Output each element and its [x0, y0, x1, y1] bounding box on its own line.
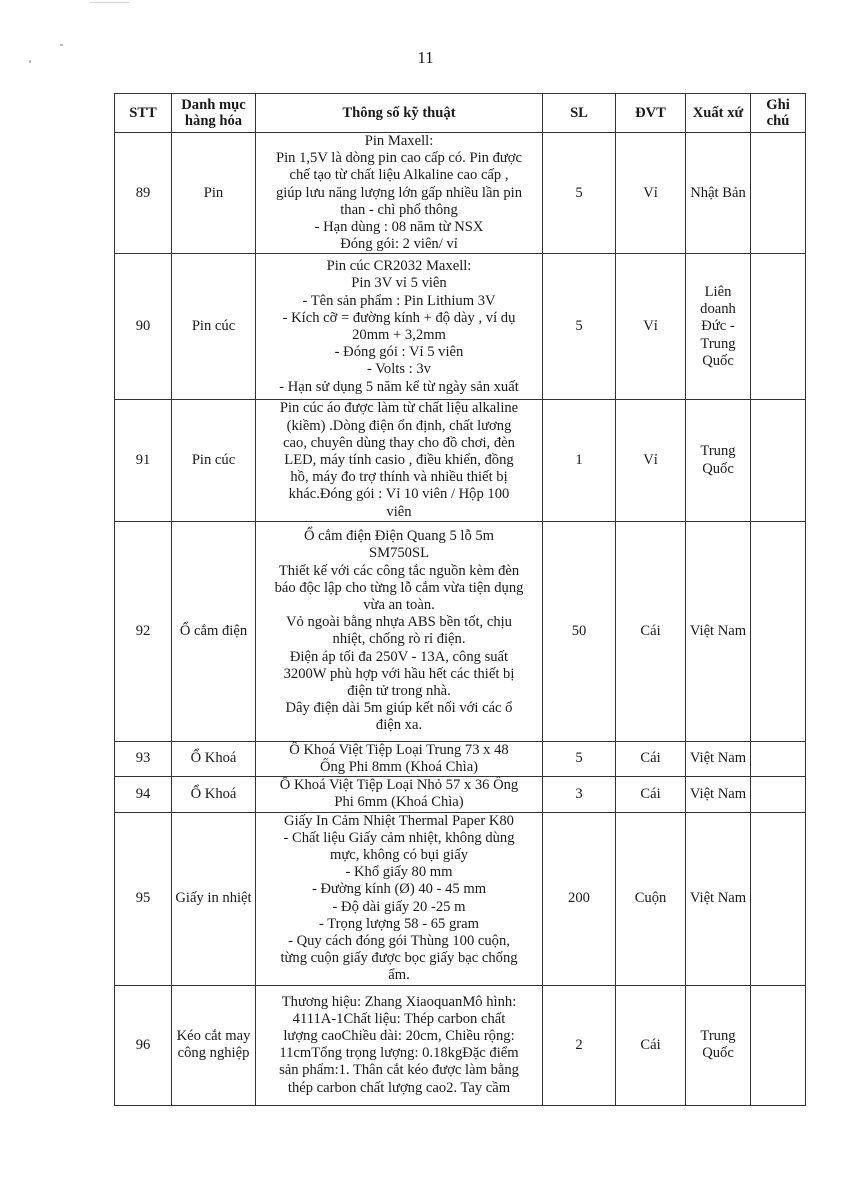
cell-unit: Cuộn: [616, 812, 686, 985]
cell-category: Ổ Khoá: [172, 741, 256, 776]
table-row: [115, 521, 806, 741]
spec-line: - Kích cỡ = đường kính + độ dày , ví dụ: [282, 309, 516, 326]
spec-line: Phi 6mm (Khoá Chìa): [334, 794, 464, 811]
cell-qty: 200: [543, 812, 616, 985]
spec-line: 3200W phù hợp với hầu hết các thiết bị: [283, 665, 515, 682]
cell-unit: Vỉ: [616, 254, 686, 400]
cell-origin: Việt Nam: [686, 741, 751, 776]
spec-line: Điện áp tối đa 250V - 13A, công suất: [289, 648, 509, 665]
spec-line: LED, máy tính casio , điều khiển, đồng: [284, 452, 514, 469]
spec-line: - Tên sản phẩm : Pin Lithium 3V: [302, 292, 496, 309]
cell-specs: [256, 741, 543, 776]
spec-line: Ổ cắm điện Điện Quang 5 lỗ 5m: [303, 528, 495, 545]
spec-line: ẩm.: [388, 967, 410, 984]
cell-notes: [751, 254, 806, 400]
cell-qty: 5: [543, 133, 616, 254]
cell-qty: 2: [543, 985, 616, 1105]
table-row: [115, 133, 806, 254]
table-row: [115, 254, 806, 400]
header-unit: ĐVT: [616, 94, 686, 133]
cell-origin: Trung Quốc: [686, 985, 751, 1105]
table-header-row: [115, 94, 806, 133]
cell-specs: [256, 521, 543, 741]
table-row: [115, 812, 806, 985]
spec-line: lượng caoChiều dài: 20cm, Chiều rộng:: [283, 1027, 515, 1044]
cell-stt: 93: [115, 741, 172, 776]
cell-notes: [751, 133, 806, 254]
cell-specs: [256, 400, 543, 521]
spec-line: - Quy cách đóng gói Thùng 100 cuộn,: [288, 933, 510, 950]
spec-line: Pin cúc áo được làm từ chất liệu alkaline: [279, 400, 519, 417]
cell-origin: Nhật Bản: [686, 133, 751, 254]
table-row: [115, 777, 806, 812]
cell-specs: [256, 133, 543, 254]
product-spec-table: [114, 93, 806, 1106]
cell-origin: Việt Nam: [686, 812, 751, 985]
cell-category: Pin: [172, 133, 256, 254]
cell-notes: [751, 777, 806, 812]
spec-line: Pin cúc CR2032 Maxell:: [326, 258, 472, 275]
table-row: [115, 400, 806, 521]
spec-line: 11cmTổng trọng lượng: 0.18kgĐặc điểm: [279, 1045, 519, 1062]
spec-line: Đóng gói: 2 viên/ vỉ: [340, 236, 458, 253]
spec-line: than - chì phổ thông: [340, 201, 458, 218]
cell-stt: 91: [115, 400, 172, 521]
cell-notes: [751, 985, 806, 1105]
spec-line: Ống Phi 8mm (Khoá Chìa): [319, 759, 479, 776]
spec-line: - Đường kính (Ø) 40 - 45 mm: [311, 881, 487, 898]
cell-unit: Cái: [616, 741, 686, 776]
header-notes: Ghi chú: [751, 94, 806, 133]
table-row: [115, 985, 806, 1105]
spec-line: - Hạn sử dụng 5 năm kể từ ngày sản xuất: [279, 378, 519, 395]
spec-line: - Chất liệu Giấy cảm nhiệt, không dùng: [283, 829, 515, 846]
cell-unit: Cái: [616, 985, 686, 1105]
spec-line: chế tạo từ chất liệu Alkaline cao cấp ,: [289, 167, 509, 184]
cell-specs: [256, 812, 543, 985]
spec-line: báo độc lập cho từng lỗ cắm vừa tiện dụng: [274, 579, 524, 596]
scan-mark: [90, 2, 130, 3]
cell-specs: [256, 254, 543, 400]
spec-line: từng cuộn giấy được bọc giấy bạc chống: [280, 950, 518, 967]
spec-line: Ổ Khoá Việt Tiệp Loại Trung 73 x 48: [289, 741, 509, 758]
cell-category: Pin cúc: [172, 254, 256, 400]
spec-line: 20mm + 3,2mm: [352, 326, 446, 343]
spec-line: (kiềm) .Dòng điện ổn định, chất lương: [286, 417, 512, 434]
cell-unit: Cái: [616, 521, 686, 741]
spec-line: Pin 3V vỉ 5 viên: [351, 275, 447, 292]
spec-line: Vỏ ngoài bằng nhựa ABS bền tốt, chịu: [286, 614, 512, 631]
header-stt: STT: [115, 94, 172, 133]
cell-category: Ổ cắm điện: [172, 521, 256, 741]
scan-mark: [60, 44, 63, 46]
spec-line: sản phẩm:1. Thân cắt kéo được làm bằng: [279, 1062, 519, 1079]
cell-stt: 89: [115, 133, 172, 254]
spec-line: viên: [386, 503, 412, 520]
header-category: Danh mục hàng hóa: [172, 94, 256, 133]
cell-category: Pin cúc: [172, 400, 256, 521]
cell-notes: [751, 741, 806, 776]
spec-line: - Trọng lượng 58 - 65 gram: [319, 915, 479, 932]
spec-line: - Độ dài giấy 20 -25 m: [332, 898, 466, 915]
cell-stt: 94: [115, 777, 172, 812]
cell-stt: 92: [115, 521, 172, 741]
spec-line: SM750SL: [368, 545, 429, 562]
spec-line: thép carbon chất lượng cao2. Tay cầm: [287, 1079, 511, 1096]
spec-line: - Khổ giấy 80 mm: [345, 864, 453, 881]
spec-line: - Đóng gói : Vỉ 5 viên: [334, 344, 464, 361]
cell-origin: Liên doanh Đức - Trung Quốc: [686, 254, 751, 400]
spec-line: Ổ Khoá Việt Tiệp Loại Nhỏ 57 x 36 Ống: [279, 777, 519, 794]
spec-line: hồ, máy đo trợ thính và nhiều thiết bị: [290, 469, 508, 486]
cell-origin: Trung Quốc: [686, 400, 751, 521]
cell-origin: Việt Nam: [686, 521, 751, 741]
spec-line: giúp lưu năng lượng lớn gấp nhiều lần pin: [275, 184, 523, 201]
cell-notes: [751, 521, 806, 741]
spec-line: Dây điện dài 5m giúp kết nối với các ổ: [285, 700, 513, 717]
spec-line: - Volts : 3v: [367, 361, 431, 378]
spec-line: 4111A-1Chất liệu: Thép carbon chất: [292, 1010, 506, 1027]
spec-line: Pin 1,5V là dòng pin cao cấp có. Pin được: [276, 150, 522, 167]
header-specs: Thông số kỹ thuật: [256, 94, 543, 133]
cell-origin: Việt Nam: [686, 777, 751, 812]
cell-unit: Vỉ: [616, 133, 686, 254]
spec-line: mực, không có bụi giấy: [329, 847, 468, 864]
spec-line: vừa an toàn.: [363, 596, 435, 613]
spec-line: nhiệt, chống rò rỉ điện.: [332, 631, 466, 648]
cell-qty: 50: [543, 521, 616, 741]
cell-stt: 90: [115, 254, 172, 400]
spec-line: điện xa.: [375, 717, 423, 734]
cell-stt: 96: [115, 985, 172, 1105]
spec-line: điện tử trong nhà.: [347, 682, 451, 699]
page-number: 11: [417, 48, 434, 67]
cell-specs: [256, 985, 543, 1105]
header-qty: SL: [543, 94, 616, 133]
cell-unit: Vỉ: [616, 400, 686, 521]
cell-unit: Cái: [616, 777, 686, 812]
cell-category: Giấy in nhiệt: [172, 812, 256, 985]
spec-line: Giấy In Cảm Nhiệt Thermal Paper K80: [284, 812, 514, 829]
cell-qty: 1: [543, 400, 616, 521]
spec-line: Thương hiệu: Zhang XiaoquanMô hình:: [281, 993, 517, 1010]
cell-stt: 95: [115, 812, 172, 985]
scan-mark: [29, 60, 31, 63]
cell-notes: [751, 400, 806, 521]
cell-category: Kéo cắt may công nghiệp: [172, 985, 256, 1105]
spec-line: cao, chuyên dùng thay cho đồ chơi, đèn: [283, 434, 515, 451]
spec-line: - Hạn dùng : 08 năm từ NSX: [314, 219, 484, 236]
cell-category: Ổ Khoá: [172, 777, 256, 812]
cell-qty: 5: [543, 254, 616, 400]
spec-line: Thiết kế với các công tắc nguồn kèm đèn: [278, 562, 520, 579]
cell-specs: [256, 777, 543, 812]
table-row: [115, 741, 806, 776]
cell-qty: 3: [543, 777, 616, 812]
header-origin: Xuất xứ: [686, 94, 751, 133]
cell-notes: [751, 812, 806, 985]
cell-qty: 5: [543, 741, 616, 776]
spec-line: khác.Đóng gói : Vỉ 10 viên / Hộp 100: [288, 486, 510, 503]
spec-line: Pin Maxell:: [364, 133, 434, 149]
